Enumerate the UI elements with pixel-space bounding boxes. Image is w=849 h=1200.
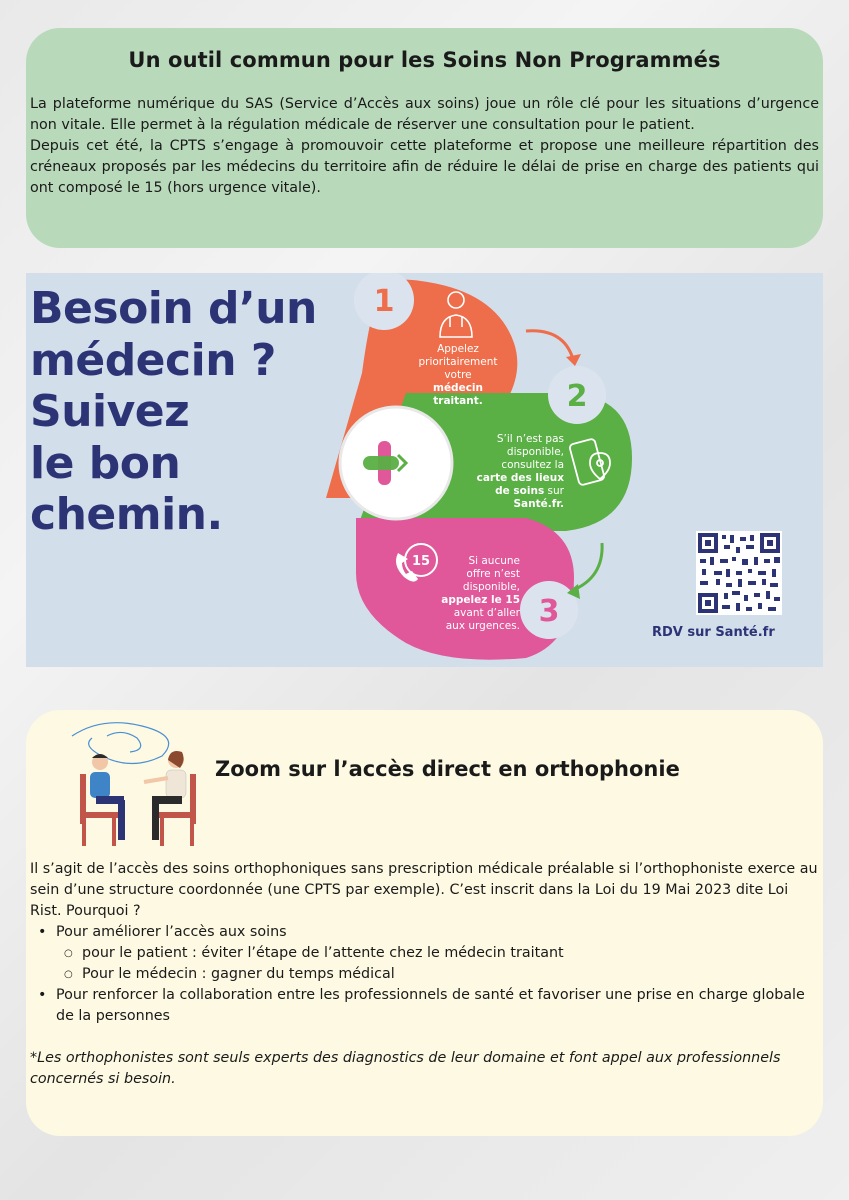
list-item: • Pour améliorer l’accès aux soins [56, 922, 820, 943]
list-item: ○ pour le patient : éviter l’étape de l’attente chez le médecin traitant [82, 943, 820, 964]
orthophonie-body [30, 859, 820, 1090]
orthophonie-intro: Il s’agit de l’accès des soins orthophoniques sans prescription médicale préalable si l’orthophoniste exerce au sein d’une structure coordonnée (une CPTS par exemple). C’est inscrit dans la Loi du 19 Mai 2023 dite Loi Rist. Pourquoi ? [30, 861, 818, 919]
banner-headline: Besoin d’un médecin ? Suivez le bon chemin. [30, 283, 317, 540]
list-item: ○ Pour le médecin : gagner du temps médical [82, 964, 820, 985]
step-1-number: 1 [373, 284, 395, 319]
step-1-text: Appelez prioritairement votre médecin traitant. [418, 343, 498, 407]
patient-figure [80, 754, 125, 846]
qr-code [696, 531, 782, 615]
orthophonie-title: Zoom sur l’accès direct en orthophonie [215, 757, 680, 781]
arrow-step2-icon [571, 543, 602, 591]
list-item: • Pour renforcer la collaboration entre les professionnels de santé et favoriser une prise en charge globale de la personnes [56, 985, 820, 1027]
step-2-number: 2 [566, 379, 588, 414]
footnote: *Les orthophonistes sont seuls experts des diagnostics de leur domaine et font appel aux professionnels concernés si besoin. [30, 1050, 781, 1087]
arrow-step1-icon [526, 331, 574, 363]
orthophonie-illustration [52, 716, 202, 854]
step-3-text: Si aucune offre n’est disponible, appelez le 15 avant d’aller aux urgences. [441, 555, 520, 632]
sas-section-title: Un outil commun pour les Soins Non Programmés [128, 48, 721, 72]
qr-caption: RDV sur Santé.fr [652, 625, 775, 640]
step-3-number: 3 [538, 594, 560, 629]
step-2-text: S’il n’est pas disponible, consultez la carte des lieux de soins sur Santé.fr. [476, 433, 564, 510]
sas-paragraph-2: Depuis cet été, la CPTS s’engage à promouvoir cette plateforme et propose une meilleure répartition des créneaux proposés par les médecins du territoire afin de réduire le délai de prise en charge des patients qui ont composé le 15 (hors urgence vitale). [30, 138, 819, 196]
step-3-badge: 15 [411, 554, 431, 569]
sas-paragraph-1: La plateforme numérique du SAS (Service d’Accès aux soins) joue un rôle clé pour les situations d’urgence non vitale. Elle permet à la régulation médicale de réserver une consultation pour le patient. [30, 96, 819, 133]
sas-info-card [26, 28, 823, 248]
reasons-list [56, 922, 820, 1027]
therapist-figure [144, 751, 196, 846]
parcours-banner [26, 273, 823, 667]
orthophonie-card [26, 710, 823, 1136]
